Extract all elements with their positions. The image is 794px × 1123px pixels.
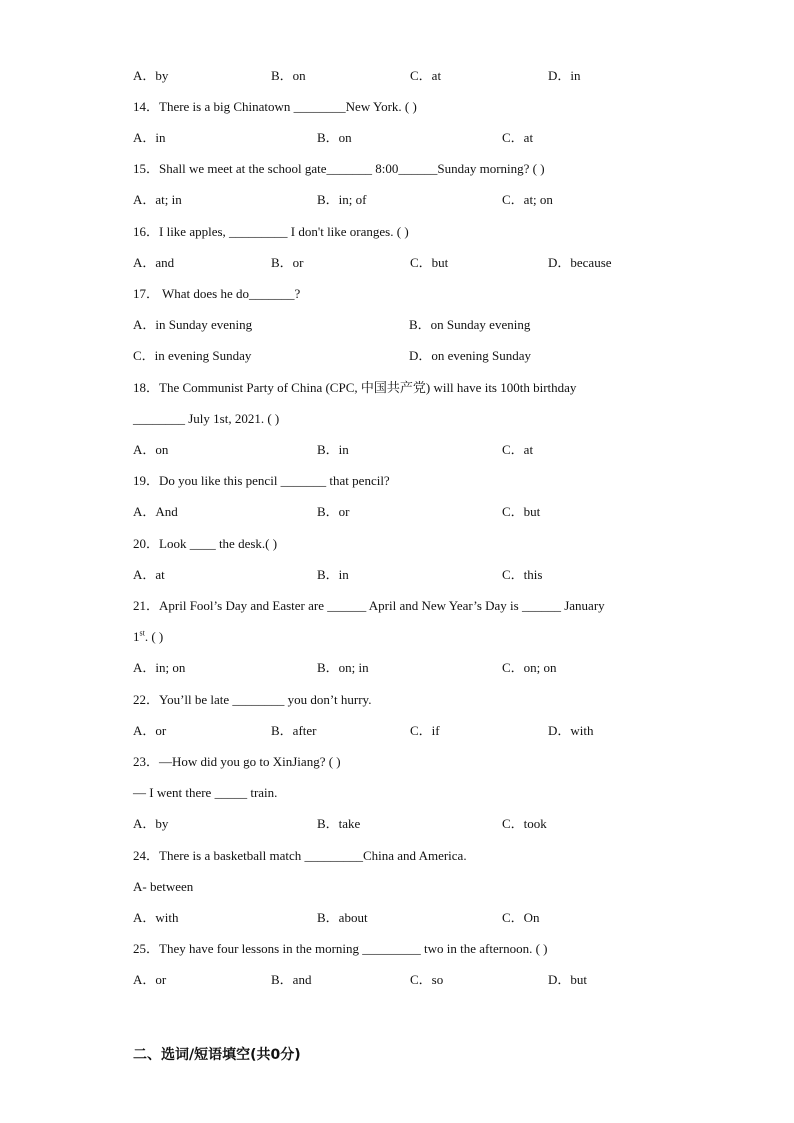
q24-option-a[interactable]: A．with (133, 910, 179, 925)
q19-option-c[interactable]: C．but (502, 504, 541, 519)
q21-option-a[interactable]: A．in; on (133, 660, 186, 675)
q14-option-a[interactable]: A．in (133, 130, 166, 145)
q23-question: 23．—How did you go to XinJiang? ( ) (133, 754, 341, 769)
q22-option-b[interactable]: B．after (271, 723, 317, 738)
q19-option-b[interactable]: B．or (317, 504, 350, 519)
q15-question: 15．Shall we meet at the school gate_______ 8:00______Sunday morning? ( ) (133, 161, 545, 176)
q25-question: 25．They have four lessons in the morning _________ two in the afternoon. ( ) (133, 941, 548, 956)
q22-option-a[interactable]: A．or (133, 723, 167, 738)
q15-option-c[interactable]: C．at; on (502, 192, 553, 207)
q17-question: 17． What does he do_______? (133, 286, 301, 301)
q20-option-c[interactable]: C．this (502, 567, 543, 582)
q15-option-b[interactable]: B．in; of (317, 192, 367, 207)
q16-question: 16．I like apples, _________ I don't like oranges. ( ) (133, 224, 409, 239)
q14-question: 14．There is a big Chinatown ________New York. ( ) (133, 99, 417, 114)
q13-option-c[interactable]: C．at (410, 68, 442, 83)
q13-option-d[interactable]: D．in (548, 68, 581, 83)
q21-question: 21．April Fool’s Day and Easter are ______ April and New Year’s Day is ______ January (133, 598, 605, 613)
q22-option-c[interactable]: C．if (410, 723, 440, 738)
q22-question: 22．You’ll be late ________ you don’t hurry. (133, 692, 372, 707)
q21-date-number: 1 (133, 629, 140, 644)
q16-option-a[interactable]: A．and (133, 255, 175, 270)
q18-question: 18．The Communist Party of China (CPC, 中国共产党) will have its 100th birthday (133, 380, 577, 395)
q17-option-c[interactable]: C．in evening Sunday (133, 348, 252, 363)
q19-question: 19．Do you like this pencil _______ that pencil? (133, 473, 390, 488)
q23-question-cont: — I went there _____ train. (133, 785, 278, 800)
section-2-heading: 二、选词/短语填空(共0分) (133, 1047, 301, 1063)
q13-option-b[interactable]: B．on (271, 68, 306, 83)
q20-option-b[interactable]: B．in (317, 567, 349, 582)
q18-option-b[interactable]: B．in (317, 442, 349, 457)
q21-bracket: . ( ) (144, 629, 164, 644)
q18-option-a[interactable]: A．on (133, 442, 169, 457)
q24-question-cont: A- between (133, 879, 194, 894)
q20-question: 20．Look ____ the desk.( ) (133, 536, 278, 551)
q24-option-c[interactable]: C．On (502, 910, 540, 925)
q25-option-c[interactable]: C．so (410, 972, 444, 987)
q16-option-d[interactable]: D．because (548, 255, 612, 270)
q18-question-cont: ________ July 1st, 2021. ( ) (133, 411, 280, 426)
q24-option-b[interactable]: B．about (317, 910, 368, 925)
q18-option-c[interactable]: C．at (502, 442, 534, 457)
q21-option-b[interactable]: B．on; in (317, 660, 369, 675)
q17-option-b[interactable]: B．on Sunday evening (409, 317, 531, 332)
q25-option-b[interactable]: B．and (271, 972, 312, 987)
q15-option-a[interactable]: A．at; in (133, 192, 182, 207)
q23-option-c[interactable]: C．took (502, 816, 547, 831)
q14-option-c[interactable]: C．at (502, 130, 534, 145)
q17-option-d[interactable]: D．on evening Sunday (409, 348, 532, 363)
q21-question-cont (133, 629, 163, 645)
q19-option-a[interactable]: A．And (133, 504, 178, 519)
q21-date-suffix: st (139, 628, 145, 638)
q25-option-d[interactable]: D．but (548, 972, 588, 987)
q23-option-b[interactable]: B．take (317, 816, 361, 831)
q21-option-c[interactable]: C．on; on (502, 660, 557, 675)
q14-option-b[interactable]: B．on (317, 130, 352, 145)
q16-option-c[interactable]: C．but (410, 255, 449, 270)
q16-option-b[interactable]: B．or (271, 255, 304, 270)
q17-option-a[interactable]: A．in Sunday evening (133, 317, 253, 332)
q13-option-a[interactable]: A．by (133, 68, 169, 83)
q23-option-a[interactable]: A．by (133, 816, 169, 831)
q22-option-d[interactable]: D．with (548, 723, 594, 738)
q25-option-a[interactable]: A．or (133, 972, 167, 987)
q24-question: 24．There is a basketball match _________China and America. (133, 848, 467, 863)
q20-option-a[interactable]: A．at (133, 567, 165, 582)
